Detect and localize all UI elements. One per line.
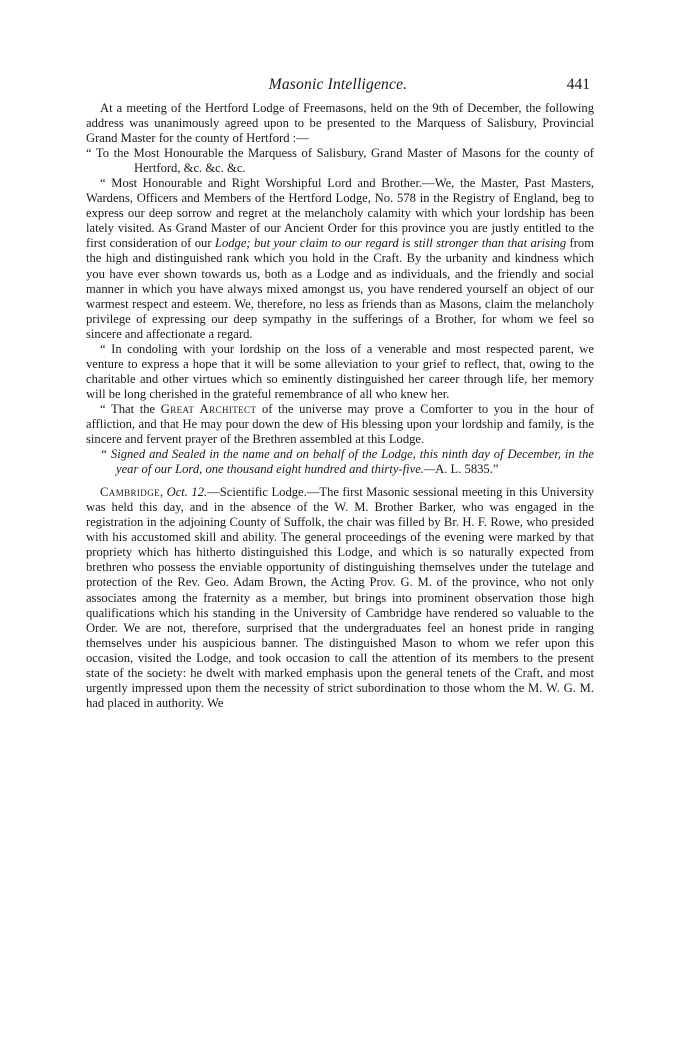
address-signature [86, 447, 594, 477]
address-paragraph-3-part-a: “ That the [100, 401, 161, 416]
cambridge-place: Cambridge [100, 485, 161, 500]
page-body [86, 101, 594, 711]
address-paragraph-1-part-a: “ Most Honourable and Right Worshipful Lord and Brother.—We, the Master, Past Masters, Wardens, Officers and Members of the Hertford Lodge, No. 578 in the Registry of England, beg to express our deep sorrow and regret at the melancholy calamity with which your lordship has been lately visited. As Grand Master of our Ancient Order for this province you are justly entitled to the first consideration of our [86, 176, 594, 251]
address-salutation: “ To the Most Honourable the Marquess of Salisbury, Grand Master of Masons for the county of Hertford, &c. &c. &c. [86, 146, 594, 176]
address-signature-date: A. L. 5835.” [435, 462, 499, 477]
great-architect-smallcaps: Great Architect [160, 401, 257, 416]
address-paragraph-1-italic: Lodge; but your claim to our regard is still stronger than that arising [214, 236, 567, 251]
cambridge-report: Cambridge, Oct. 12.—Scientific Lodge.—The first Masonic sessional meeting in this University was held this day, and in the absence of the W. M. Brother Barker, who was engaged in the registration in the adjoining County of Suffolk, the chair was filled by Br. H. F. Rowe, who presided with his accustomed skill and ability. The general proceedings of the evening were marked by that propriety which has hitherto distinguished this Lodge, and which is so naturally expected from brethren who possess the enviable opportunity of distinguishing themselves under the tutelage and protection of the Rev. Geo. Adam Brown, the Acting Prov. G. M. of the province, who not only associates among the fraternity as a member, but brings into prominent observation those high qualifications which his standing in the University of Cambridge have rendered so valuable to the Order. We are not, therefore, surprised that the undergraduates feel an honest pride in ranging themselves under his auspicious banner. The distinguished Mason to whom we refer upon this occasion, visited the Lodge, and took occasion to call the attention of its members to the present state of the society: he dwelt with marked emphasis upon the general tenets of the Craft, and most urgently impressed upon them the necessity of strict subordination to those whom the M. W. G. M. had placed in authority. We [86, 485, 594, 710]
address-paragraph-3 [86, 402, 594, 447]
cambridge-date: Oct. 12. [166, 485, 208, 500]
running-title: Masonic Intelligence. [268, 76, 408, 93]
address-paragraph-2: “ In condoling with your lordship on the loss of a venerable and most respected parent, we venture to express a hope that it will be some alleviation to your grief to reflect, that, owing to the charitable and other virtues which so eminently distinguished her career through life, her memory will be long cherished in the grateful remembrance of all who knew her. [86, 341, 594, 401]
page-number: 441 [566, 76, 590, 93]
address-signature-text: “ Signed and Sealed in the name and on behalf of the Lodge, this ninth day of December, in the year of our Lord, one thousand eight hundred and thirty-five.— [100, 447, 594, 477]
cambridge-text: —Scientific Lodge.—The first Masonic sessional meeting in this University was held this day, and in the absence of the W. M. Brother Barker, who was engaged in the registration in the adjoining County of Suffolk, the chair was filled by Br. H. F. Rowe, who presided with his accustomed skill and ability. The general proceedings of the evening were marked by that propriety which has hitherto distinguished this Lodge, and which is so naturally expected from brethren who possess the enviable opportunity of distinguishing themselves under the tutelage and protection of the Rev. Geo. Adam Brown, the Acting Prov. G. M. of the province, who not only associates among the fraternity as a member, but brings into prominent observation those high qualifications which his standing in the University of Cambridge have rendered so valuable to the Order. We are not, therefore, surprised that the undergraduates feel an honest pride in ranging themselves under his auspicious banner. The distinguished Mason to whom we refer upon this occasion, visited the Lodge, and took occasion to call the attention of its members to the present state of the society: he dwelt with marked emphasis upon the general tenets of the Craft, and most urgently impressed upon them the necessity of strict subordination to those whom the M. W. G. M. had placed in authority. We [86, 485, 594, 710]
intro-paragraph: At a meeting of the Hertford Lodge of Freemasons, held on the 9th of December, the following address was unanimously agreed upon to be presented to the Marquess of Salisbury, Provincial Grand Master for the county of Hertford :— [86, 101, 594, 146]
page-header [0, 76, 676, 98]
address-paragraph-1 [86, 176, 594, 342]
address-paragraph-3-part-b: of the universe may prove a Comforter to you in the hour of affliction, and that He may pour down the dew of His blessing upon your lordship and family, is the sincere and fervent prayer of the Brethren assembled at this Lodge. [86, 401, 594, 447]
address-paragraph-1-part-c: from the high and distinguished rank which you hold in the Craft. By the urbanity and kindness which you have ever shown towards us, both as a Lodge and as individuals, and the friendly and social manner in which you have always mixed amongst us, you have rendered yourself an object of our warmest respect and esteem. We, therefore, no less as friends than as Masons, claim the melancholy privilege of expressing our deep sympathy in the sufferings of a Brother, for whom we feel so sincere and affectionate a regard. [86, 236, 594, 341]
